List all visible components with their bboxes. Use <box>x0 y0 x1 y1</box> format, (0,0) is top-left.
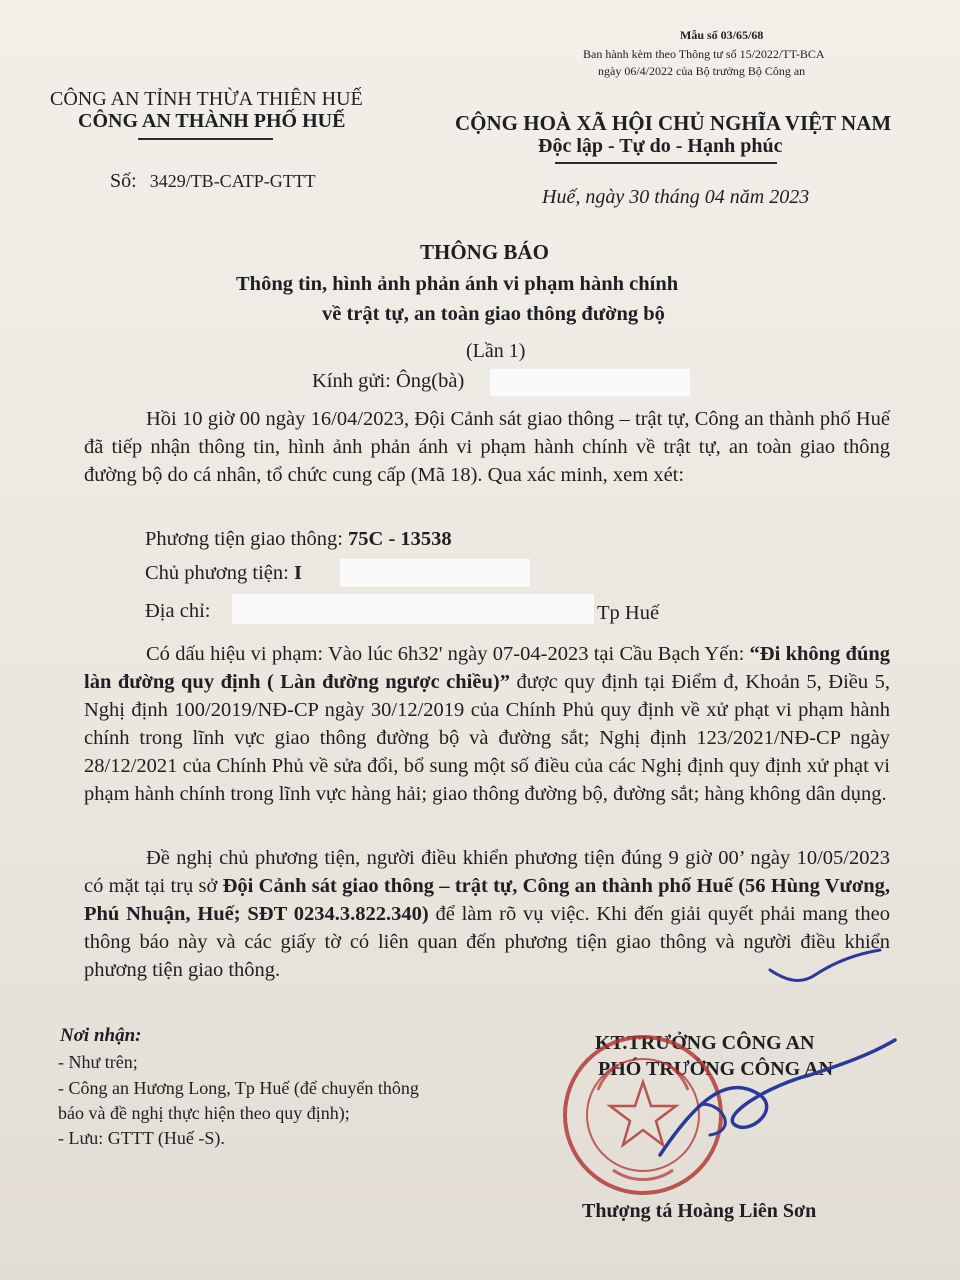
address-label: Địa chỉ: <box>145 600 211 622</box>
place-date: Huế, ngày 30 tháng 04 năm 2023 <box>542 186 810 208</box>
agency-parent: CÔNG AN TỈNH THỪA THIÊN HUẾ <box>50 88 363 110</box>
redacted-address <box>232 594 594 624</box>
redacted-owner-name <box>340 559 530 587</box>
form-date-line: ngày 06/4/2022 của Bộ trưởng Bộ Công an <box>598 64 806 78</box>
distribution-item-4: - Lưu: GTTT (Huế -S). <box>58 1128 225 1148</box>
notice-occurrence: (Lần 1) <box>466 340 526 362</box>
agency-name: CÔNG AN THÀNH PHỐ HUẾ <box>78 110 346 132</box>
request-paragraph: Đề nghị chủ phương tiện, người điều khiển phương tiện đúng 9 giờ 00’ ngày 10/05/2023 có mặt tại trụ sở Đội Cảnh sát giao thông – trật tự, Công an thành phố Huế (56 Hùng Vương, Phú Nhuận, Huế; SĐT 0234.3.822.340) để làm rõ vụ việc. Khi đến giải quyết phải mang theo thông báo này và các giấy tờ có liên quan đến phương tiện giao thông và người điều khiển phương tiện giao thông. <box>84 847 890 981</box>
violation-paragraph: Có dấu hiệu vi phạm: Vào lúc 6h32' ngày 07-04-2023 tại Cầu Bạch Yến: “Đi không đúng làn đường quy định ( Làn đường ngược chiều)” được quy định tại Điểm đ, Khoản 5, Điều 5, Nghị định 100/2019/NĐ-CP ngày 30/12/2019 của Chính Phủ quy định về xử phạt vi phạm hành chính trong lĩnh vực giao thông đường bộ và đường sắt; Nghị định 123/2021/NĐ-CP ngày 28/12/2021 của Chính Phủ về sửa đổi, bổ sung một số điều của các Nghị định quy định xử phạt vi phạm hành chính trong lĩnh vực hàng hải; giao thông đường bộ, đường sắt; hàng không dân dụng. <box>84 643 890 805</box>
motto: Độc lập - Tự do - Hạnh phúc <box>538 135 783 157</box>
notice-title: THÔNG BÁO <box>420 240 549 264</box>
signer-authority: KT.TRƯỞNG CÔNG AN <box>595 1032 815 1054</box>
form-number: Mẫu số 03/65/68 <box>680 28 764 42</box>
motto-underline <box>555 162 777 164</box>
intro-paragraph: Hồi 10 giờ 00 ngày 16/04/2023, Đội Cảnh sát giao thông – trật tự, Công an thành phố Huế đã tiếp nhận thông tin, hình ảnh phản ánh vi phạm hành chính về trật tự, an toàn giao thông đường bộ do cá nhân, tổ chức cung cấp (Mã 18). Qua xác minh, xem xét: <box>84 408 890 486</box>
vehicle-row: Phương tiện giao thông: 75C - 13538 <box>145 528 452 550</box>
distribution-item-3: báo và đề nghị thực hiện theo quy định); <box>58 1103 350 1123</box>
signer-position: PHÓ TRƯỞNG CÔNG AN <box>598 1058 834 1080</box>
redacted-recipient-name <box>490 369 690 396</box>
pen-mark <box>765 945 885 990</box>
handwritten-signature <box>640 1035 900 1175</box>
form-issued-line: Ban hành kèm theo Thông tư số 15/2022/TT-BCA <box>583 47 825 61</box>
address-city: Tp Huế <box>597 602 660 624</box>
signer-name: Thượng tá Hoàng Liên Sơn <box>582 1200 817 1222</box>
agency-underline <box>138 138 273 140</box>
distribution-item-1: - Như trên; <box>58 1052 138 1072</box>
recipient-label: Kính gửi: Ông(bà) <box>312 370 465 392</box>
distribution-heading: Nơi nhận: <box>60 1025 142 1046</box>
nation-title: CỘNG HOÀ XÃ HỘI CHỦ NGHĨA VIỆT NAM <box>455 111 892 135</box>
notice-subtitle-line-2: về trật tự, an toàn giao thông đường bộ <box>322 303 665 325</box>
distribution-item-2: - Công an Hương Long, Tp Huế (để chuyển thông <box>58 1078 419 1098</box>
notice-subtitle-line-1: Thông tin, hình ảnh phản ánh vi phạm hành chính <box>236 273 679 295</box>
document-number: Số: 3429/TB-CATP-GTTT <box>110 170 316 192</box>
owner-row: Chủ phương tiện: I <box>145 562 302 584</box>
